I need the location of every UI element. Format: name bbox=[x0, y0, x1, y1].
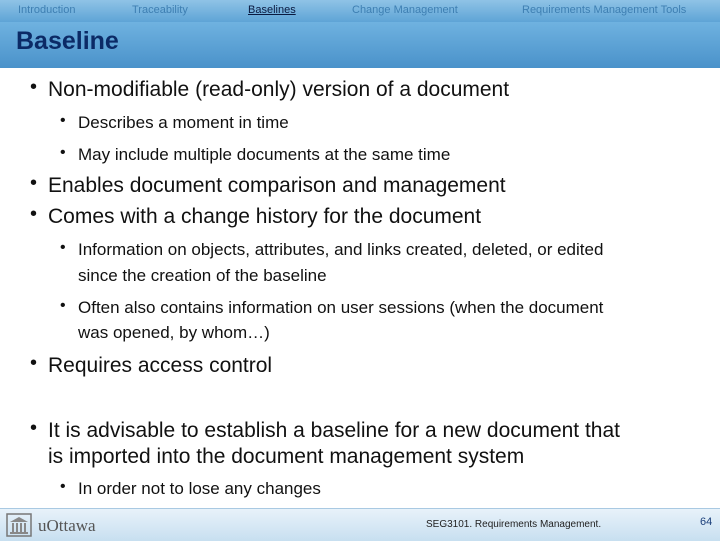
nav-item-change-management[interactable]: Change Management bbox=[352, 4, 458, 16]
bullet-marker: • bbox=[30, 352, 38, 374]
bullet-marker: • bbox=[30, 172, 38, 194]
logo-text: uOttawa bbox=[38, 516, 96, 535]
bullet-level2-line1: Information on objects, attributes, and links created, deleted, or edited bbox=[78, 240, 604, 259]
bullet-marker: • bbox=[60, 239, 66, 256]
nav-item-requirements-management-tools[interactable]: Requirements Management Tools bbox=[522, 4, 687, 16]
bullet-marker: • bbox=[30, 417, 38, 439]
bullet-level2: Describes a moment in time bbox=[78, 113, 289, 132]
page-number: 64 bbox=[700, 516, 713, 528]
bullet-level1-line1: It is advisable to establish a baseline for a new document that bbox=[48, 419, 621, 442]
slide-navigation-bar bbox=[0, 0, 720, 22]
bullet-marker: • bbox=[60, 297, 66, 314]
bullet-level2: May include multiple documents at the same time bbox=[78, 145, 451, 164]
bullet-marker: • bbox=[60, 112, 66, 129]
footer-course-label: SEG3101. Requirements Management. bbox=[426, 519, 602, 530]
title-bar bbox=[0, 22, 720, 68]
bullet-level1: Comes with a change history for the document bbox=[48, 205, 482, 228]
bullet-marker: • bbox=[60, 478, 66, 495]
bullet-level1: Enables document comparison and management bbox=[48, 174, 506, 197]
slide-title: Baseline bbox=[16, 27, 119, 55]
slide-content bbox=[0, 68, 720, 508]
bullet-level1: Non-modifiable (read-only) version of a document bbox=[48, 78, 510, 101]
bullet-level1: Requires access control bbox=[48, 354, 273, 377]
uottawa-logo bbox=[6, 513, 98, 537]
bullet-level2-line2: was opened, by whom…) bbox=[78, 323, 270, 342]
university-building-icon bbox=[6, 513, 32, 537]
bullet-marker: • bbox=[30, 203, 38, 225]
bullet-level2-line2: since the creation of the baseline bbox=[78, 266, 327, 285]
nav-item-baselines[interactable]: Baselines bbox=[248, 4, 296, 16]
slide-footer bbox=[0, 508, 720, 541]
bullet-level1-line2: is imported into the document management system bbox=[48, 445, 525, 468]
bullet-marker: • bbox=[60, 144, 66, 161]
bullet-level2-line1: Often also contains information on user sessions (when the document bbox=[78, 298, 604, 317]
bullet-level2: In order not to lose any changes bbox=[78, 479, 321, 498]
bullet-marker: • bbox=[30, 76, 38, 98]
nav-item-traceability[interactable]: Traceability bbox=[132, 4, 188, 16]
nav-item-introduction[interactable]: Introduction bbox=[18, 4, 76, 16]
